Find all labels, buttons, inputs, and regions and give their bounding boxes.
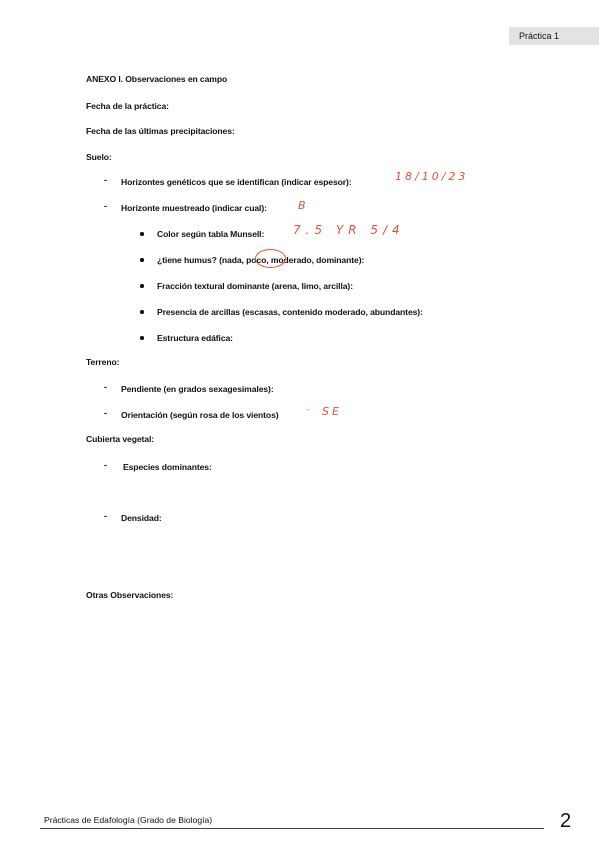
bullet-dot <box>140 232 144 236</box>
suelo-heading: Suelo: <box>86 152 112 162</box>
color-munsell-label: Color según tabla Munsell: <box>157 229 265 239</box>
fecha-practica-label: Fecha de la práctica: <box>86 101 169 111</box>
page-number: 2 <box>560 810 572 832</box>
color-handwritten: 7.5 YR 5/4 <box>293 223 405 237</box>
cubierta-heading: Cubierta vegetal: <box>86 434 155 444</box>
dash-marker: - <box>104 511 107 521</box>
humus-prefix: ¿tiene humus? (nada, <box>157 255 247 265</box>
dash-marker: - <box>104 460 107 470</box>
presencia-label: Presencia de arcillas (escasas, contenido moderado, abundantes): <box>157 307 423 317</box>
dash-marker: - <box>104 382 107 392</box>
header-tab: Práctica 1 <box>509 27 599 45</box>
estructura-label: Estructura edáfica: <box>157 333 233 343</box>
fraccion-label: Fracción textural dominante (arena, limo, arcilla): <box>157 281 353 291</box>
fecha-precipitaciones-label: Fecha de las últimas precipitaciones: <box>86 126 235 136</box>
dash-marker: - <box>104 408 107 418</box>
dash-marker: - <box>104 175 107 185</box>
humus-circle-mark <box>255 249 286 268</box>
bullet-dot <box>140 336 144 340</box>
orientacion-label: Orientación (según rosa de los vientos) <box>121 410 279 420</box>
horizontes-handwritten: 18/10/23 <box>395 170 469 183</box>
humus-suffix: , moderado, dominante): <box>266 255 365 265</box>
muestreado-label: Horizonte muestreado (indicar cual): <box>121 203 267 213</box>
especies-label: Especies dominantes: <box>123 462 212 472</box>
densidad-label: Densidad: <box>121 513 162 523</box>
muestreado-handwritten: B <box>298 199 309 212</box>
horizontes-label: Horizontes genéticos que se identifican (indicar espesor): <box>121 177 352 187</box>
otras-observaciones-heading: Otras Observaciones: <box>86 590 174 600</box>
tick-mark: - <box>306 405 313 415</box>
page-title: ANEXO I. Observaciones en campo <box>86 74 228 84</box>
bullet-dot <box>140 310 144 314</box>
orientacion-handwritten: SE <box>322 405 342 418</box>
bullet-dot <box>140 284 144 288</box>
bullet-dot <box>140 258 144 262</box>
footer-rule <box>40 828 544 829</box>
terreno-heading: Terreno: <box>86 357 120 367</box>
dash-marker: - <box>104 201 107 211</box>
humus-selected-option: poco <box>246 255 267 265</box>
footer-text: Prácticas de Edafología (Grado de Biología) <box>44 815 213 825</box>
pendiente-label: Pendiente (en grados sexagesimales): <box>121 384 274 394</box>
